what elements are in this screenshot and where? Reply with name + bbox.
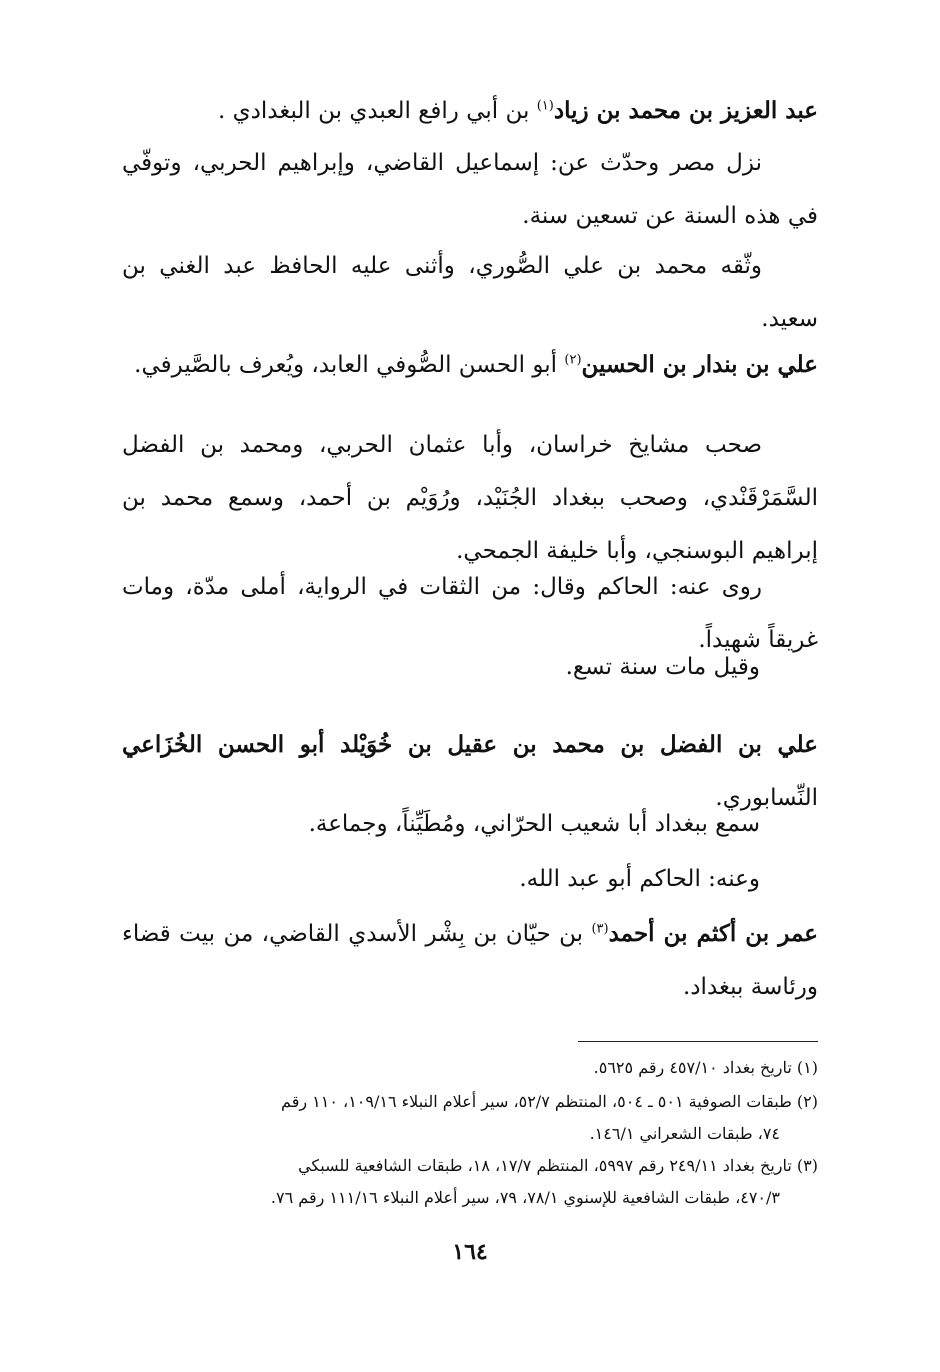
footnote-2: (٢) طبقات الصوفية ٥٠١ ـ ٥٠٤، المنتظم ٥٢/٧، سير أعلام النبلاء ١٠٩/١٦، ١١٠ رقم (281, 1092, 818, 1111)
paragraph: وثّقه محمد بن علي الصُّوري، وأثنى عليه الحافظ عبد الغني بن سعيد. (122, 253, 818, 332)
entry-heading-ali-bin-bundar (122, 338, 818, 392)
entry-heading-rest: أبو الحسن الصُّوفي العابد، ويُعرف بالصَّيرفي. (134, 352, 565, 378)
entry-heading-rest: بن حيّان بن بِشْر الأسدي القاضي، من بيت قضاء ورئاسة ببغداد. (122, 921, 818, 1000)
footnote-3-continued: ٤٧٠/٣، طبقات الشافعية للإسنوي ٧٨/١، ٧٩، سير أعلام النبلاء ١١١/١٦ رقم ٧٦. (270, 1188, 780, 1207)
footnote-2-continued: ٧٤، طبقات الشعراني ١٤٦/١. (589, 1124, 780, 1143)
paragraph: صحب مشايخ خراسان، وأبا عثمان الحربي، ومحمد بن الفضل السَّمَرْقَنْدي، وصحب ببغداد الجُنَيْد، ورُوَيْم بن أحمد، وسمع محمد بن إبراهيم البوسنجي، وأبا خليفة الجمحي. (122, 432, 818, 564)
footnote-ref: (٣) (591, 921, 609, 937)
footnote-ref: (٢) (564, 352, 582, 368)
entry-heading-rest: النِّسابوري. (715, 785, 818, 811)
entry-name: عمر بن أكثم بن أحمد (608, 920, 818, 947)
entry-name: عبد العزيز بن محمد بن زياد (553, 97, 818, 124)
entry-heading-rest: بن أبي رافع العبدي بن البغدادي . (218, 98, 537, 124)
paragraph: روى عنه: الحاكم وقال: من الثقات في الرواية، أملى مدّة، ومات غريقاً شهيداً. (122, 574, 818, 653)
paragraph: سمع ببغداد أبا شعيب الحرّاني، ومُطَيِّناً، وجماعة. (308, 811, 760, 837)
footnote-ref: (١) (536, 98, 554, 114)
page-number: ١٦٤ (452, 1239, 488, 1265)
paragraph: وعنه: الحاكم أبو عبد الله. (519, 866, 760, 892)
entry-name: علي بن بندار بن الحسين (581, 351, 818, 378)
entry-name: علي بن الفضل بن محمد بن عقيل بن خُوَيْلد أبو الحسن الخُزَاعي (122, 731, 818, 758)
entry-heading-abd-al-aziz (122, 84, 818, 138)
paragraph: نزل مصر وحدّث عن: إسماعيل القاضي، وإبراهيم الحربي، وتوفّي في هذه السنة عن تسعين سنة. (122, 150, 818, 229)
entry-heading-umar-bin-aktham (122, 907, 818, 1014)
footnote-separator (578, 1041, 818, 1042)
footnote-1: (١) تاريخ بغداد ٤٥٧/١٠ رقم ٥٦٢٥. (593, 1058, 818, 1077)
footnote-3: (٣) تاريخ بغداد ٢٤٩/١١ رقم ٥٩٩٧، المنتظم ١٧/٧، ١٨، طبقات الشافعية للسبكي (298, 1156, 818, 1175)
paragraph: وقيل مات سنة تسع. (565, 654, 760, 680)
